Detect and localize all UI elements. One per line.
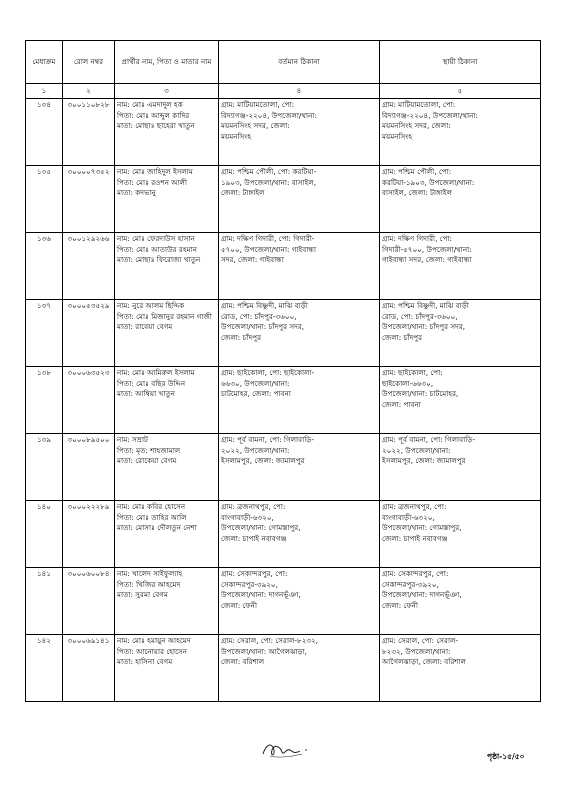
roll-cell: ৩০০০০৭৩৫২ (63, 166, 115, 233)
present-address-cell (219, 300, 380, 367)
address-line: রোড, পো: চাঁদপুর-৩৬০০, (382, 311, 458, 321)
candidate-cell (115, 166, 219, 233)
roll-cell: ৩০০০৬৯১৪১ (63, 635, 115, 702)
address-line: ৫৭০০, উপজেলা/থানা: গাইবান্ধা (221, 244, 317, 254)
address-line: ইসলামপুর, জেলা: জামালপুর (382, 456, 466, 465)
column-number: ২ (63, 84, 115, 99)
column-number: ১ (26, 84, 63, 99)
address-line: জেলা: টাঙ্গাইল (221, 188, 265, 197)
permanent-address-cell (380, 501, 541, 568)
serial-cell: ১৪১ (26, 568, 63, 635)
roll-cell: ৩০০০৬০০৮৪ (63, 568, 115, 635)
permanent-address-cell (380, 99, 541, 166)
address-line: গ্রাম: ছাইকোলা, পো: ছাইকোলা- (221, 368, 315, 377)
table-row (26, 99, 541, 166)
candidate-name: নাম: মোঃ ফেরদাউস হাসান (117, 234, 195, 243)
address-line: গ্রাম: ব্রজনাথপুর, পো: (382, 502, 447, 511)
candidate-name: নাম: খালেদ সাইফুল্যাহ (117, 569, 183, 578)
header-roll: রোল নম্বর (63, 41, 115, 84)
candidate-cell (115, 300, 219, 367)
header-serial: মেধাক্রম (26, 41, 63, 84)
serial-cell: ১৩৭ (26, 300, 63, 367)
present-address-cell (219, 501, 380, 568)
candidate-cell (115, 99, 219, 166)
address-line: বিদ্যাগঞ্জ-২২০৪, উপজেলা/থানা: (221, 110, 317, 120)
table-row (26, 434, 541, 501)
address-line: গ্রাম: পশ্চিম বিষ্ণুদী, মাঝি বাড়ী (221, 301, 308, 310)
mother-name: মাতা: মোছাঃ ছাহেরা খাতুন (117, 121, 195, 130)
column-number: ৩ (115, 84, 219, 99)
address-line: ৮২৩২, উপজেলা/থানা: (382, 646, 451, 656)
address-line: গ্রাম: সেরাল, পো: সেরাল- (382, 636, 459, 645)
address-line: জেলা: ফেনী (382, 600, 419, 610)
address-line: গ্রাম: দক্ষিণ গিদারী, পো: গিদারী- (221, 234, 315, 243)
present-address-cell (219, 635, 380, 702)
address-line: ইসলামপুর, জেলা: জামালপুর (221, 456, 305, 465)
candidate-name: নাম: মোঃ আমিরুল ইসলাম (117, 368, 195, 377)
address-line: গ্রাম: পশ্চিম পৌলী, পো: করটিয়া- (221, 167, 317, 176)
address-line: জেলা: পাবনা (382, 399, 421, 409)
serial-cell: ১৩৬ (26, 233, 63, 300)
address-line: সেকান্দরপুর-৩৯২০, (382, 579, 439, 589)
address-line: বাংগাবাড়ী-৬৩২০, (382, 512, 435, 522)
address-line: গ্রাম: মাটিয়ামতোলা, পো: (221, 100, 295, 109)
permanent-address-cell (380, 233, 541, 300)
serial-cell: ১৪২ (26, 635, 63, 702)
address-line: উপজেলা/থানা: দাগনভূঁঞা, (221, 590, 301, 599)
present-address-cell (219, 166, 380, 233)
address-line: উপজেলা/থানা: চাঁদপুর সদর, (221, 322, 305, 331)
address-line: গ্রাম: ব্রজনাথপুর, পো: (221, 502, 286, 511)
address-line: ১৯০৩, উপজেলা/থানা: বাসাইল, (221, 177, 317, 187)
header-permanent-address: স্থায়ী ঠিকানা (380, 41, 541, 84)
address-line: গ্রাম: দক্ষিণ গিদারী, পো: (382, 234, 452, 243)
address-line: গ্রাম: পূর্ব বামনা, পো: গিলাবাড়ি- (221, 435, 315, 444)
address-line: উপজেলা/থানা: গোমস্তাপুর, (382, 523, 462, 532)
address-line: বাংগাবাড়ী-৬৩২০, (221, 512, 274, 522)
address-line: জেলা: ফেনী (221, 600, 258, 610)
address-line: সদর, জেলা: গাইবান্ধা (221, 255, 284, 264)
address-line: উপজেলা/থানা: আগৈলঝাড়া, (221, 646, 307, 656)
serial-cell: ১৩৮ (26, 367, 63, 434)
column-number: ৪ (219, 84, 380, 99)
address-line: গ্রাম: পশ্চিম পৌলী, পো: (382, 167, 452, 176)
father-name: পিতা: মোঃ আব্দুল কাদির (117, 110, 190, 120)
roll-cell: ৩০০০৫৩৫২৯ (63, 300, 115, 367)
address-line: ময়মনসিংহ (382, 131, 413, 141)
mother-name: মাতা: রোকেয়া বেগম (117, 456, 177, 465)
candidate-name: নাম: মোঃ জাহিদুল ইসলাম (117, 167, 193, 176)
father-name: পিতা: মোঃ রওশন আলী (117, 177, 188, 187)
address-line: উপজেলা/থানা: দাগনভূঁঞা, (382, 590, 462, 599)
candidate-cell (115, 568, 219, 635)
father-name: পিতা: মৃত: শাহজামাল (117, 445, 181, 455)
candidate-cell (115, 434, 219, 501)
roll-cell: ৩০০০৬৩৫২৩ (63, 367, 115, 434)
permanent-address-cell (380, 300, 541, 367)
candidate-cell (115, 367, 219, 434)
father-name: পিতা: মোঃ আতাউর রহমান (117, 244, 198, 254)
column-number-row (26, 84, 541, 99)
mother-name: মাতা: রাবেয়া বেগম (117, 322, 173, 331)
present-address-cell (219, 367, 380, 434)
address-line: ২০২২, উপজেলা/থানা: (382, 445, 451, 455)
father-name: পিতা: খিজির আহমেদ (117, 579, 181, 589)
address-line: চাটমোহর, জেলা: পাবনা (221, 389, 291, 398)
table-row (26, 635, 541, 702)
table-row (26, 501, 541, 568)
candidate-name: নাম: নুরে আলম ছিদ্দিক (117, 301, 185, 310)
serial-cell: ১৩৯ (26, 434, 63, 501)
address-line: গ্রাম: সেকান্দরপুর, পো: (221, 569, 288, 578)
present-address-cell (219, 568, 380, 635)
father-name: পিতা: মোঃ তাহির আলি (117, 512, 187, 522)
address-line: ৬৬৩০, উপজেলা/থানা: (221, 378, 290, 388)
mother-name: মাতা: হাসিনা বেগম (117, 657, 173, 666)
mother-name: মাতা: সুরমা বেগম (117, 590, 168, 599)
present-address-cell (219, 99, 380, 166)
address-line: গ্রাম: ছাইকোলা, পো: (382, 368, 443, 377)
address-line: গ্রাম: পূর্ব বামনা, পো: গিলাবাড়ি- (382, 435, 476, 444)
permanent-address-cell (380, 635, 541, 702)
address-line: সেকান্দরপুর-৩৯২০, (221, 579, 278, 589)
table-row (26, 300, 541, 367)
table-row (26, 568, 541, 635)
father-name: পিতা: আনোয়ার হোসেন (117, 646, 188, 656)
address-line: গ্রাম: সেকান্দরপুর, পো: (382, 569, 449, 578)
address-line: ময়মনসিংহ সদর, জেলা: (382, 121, 451, 130)
address-line: জেলা: চাপাই নবাবগঞ্জ (382, 533, 448, 543)
serial-cell: ১৪০ (26, 501, 63, 568)
roll-cell: ৩০০১১০৮২৮ (63, 99, 115, 166)
address-line: বাসাইল, জেলা: টাঙ্গাইল (382, 188, 453, 197)
candidate-name: নাম: মোঃ কবির হোসেন (117, 502, 186, 511)
table-row (26, 166, 541, 233)
mother-name: মাতা: কদভানু (117, 188, 156, 197)
table-body (26, 99, 541, 702)
address-line: রোড, পো: চাঁদপুর-৩৬০০, (221, 311, 297, 321)
present-address-cell (219, 434, 380, 501)
address-line: জেলা: বরিশাল (221, 657, 265, 666)
candidate-cell (115, 233, 219, 300)
column-number: ৫ (380, 84, 541, 99)
header-name: প্রার্থীর নাম, পিতা ও মাতার নাম (115, 41, 219, 84)
mother-name: মাতা: মোসাঃ দৌলতুন নেশা (117, 523, 197, 532)
signature-mark (260, 738, 310, 762)
mother-name: মাতা: আম্বিয়া খাতুন (117, 389, 176, 398)
roll-cell: ৩০০০২২২৮৯ (63, 501, 115, 568)
address-line: জেলা: চাপাই নবাবগঞ্জ (221, 533, 287, 543)
address-line: আগৈলঝাড়া, জেলা: বরিশাল (382, 657, 466, 666)
address-line: ময়মনসিংহ (221, 131, 252, 141)
header-row (26, 41, 541, 84)
address-line: ২০২২, উপজেলা/থানা: (221, 445, 290, 455)
serial-cell: ১৩৫ (26, 166, 63, 233)
permanent-address-cell (380, 434, 541, 501)
serial-cell: ১৩৪ (26, 99, 63, 166)
address-line: ছাইকোলা-৬৬৩০, (382, 378, 434, 388)
address-line: উপজেলা/থানা: গোমস্তাপুর, (221, 523, 301, 532)
roll-cell: ৩০০১২৯২৬৬ (63, 233, 115, 300)
address-line: গ্রাম: মাটিয়ামতোলা, পো: (382, 100, 456, 109)
address-line: জেলা: চাঁদপুর (382, 332, 423, 342)
candidate-name: নাম: মোঃ এমদাদুল হক (117, 100, 183, 109)
address-line: উপজেলা/থানা: চাঁদপুর সদর, (382, 322, 466, 331)
father-name: পিতা: মোঃ মিজানুর রহমান গাজী (117, 311, 212, 321)
father-name: পিতা: মোঃ বছির উদ্দিন (117, 378, 186, 388)
page-number: পৃষ্ঠা-১৫/৫০ (487, 752, 525, 761)
present-address-cell (219, 233, 380, 300)
candidate-name: নাম: সম্রাট (117, 435, 148, 444)
roll-cell: ৩০০০৮৯৫০০ (63, 434, 115, 501)
merit-list-table (25, 40, 541, 702)
address-line: গিদারী-৫৭০০, উপজেলা/থানা: (382, 244, 472, 254)
table-row (26, 233, 541, 300)
mother-name: মাতা: মোছাঃ ফিরোজা খাতুন (117, 255, 201, 264)
permanent-address-cell (380, 166, 541, 233)
header-present-address: বর্তমান ঠিকানা (219, 41, 380, 84)
candidate-cell (115, 635, 219, 702)
address-line: করটিয়া-১৯০৩, উপজেলা/থানা: (382, 177, 475, 187)
address-line: বিদ্যাগঞ্জ-২২০৪, উপজেলা/থানা: (382, 110, 478, 120)
address-line: গ্রাম: পশ্চিম বিষ্ণুদী, মাঝি বাড়ী (382, 301, 469, 310)
address-line: গাইবান্ধা সদর, জেলা: গাইবান্ধা (382, 255, 472, 264)
address-line: গ্রাম: সেরাল, পো: সেরাল-৮২৩২, (221, 636, 318, 645)
candidate-name: নাম: মোঃ হমায়ুন আহমেদ (117, 636, 191, 645)
address-line: উপজেলা/থানা: চাটমোহর, (382, 389, 459, 398)
permanent-address-cell (380, 568, 541, 635)
table-row (26, 367, 541, 434)
permanent-address-cell (380, 367, 541, 434)
address-line: জেলা: চাঁদপুর (221, 332, 262, 342)
address-line: ময়মনসিংহ সদর, জেলা: (221, 121, 290, 130)
candidate-cell (115, 501, 219, 568)
